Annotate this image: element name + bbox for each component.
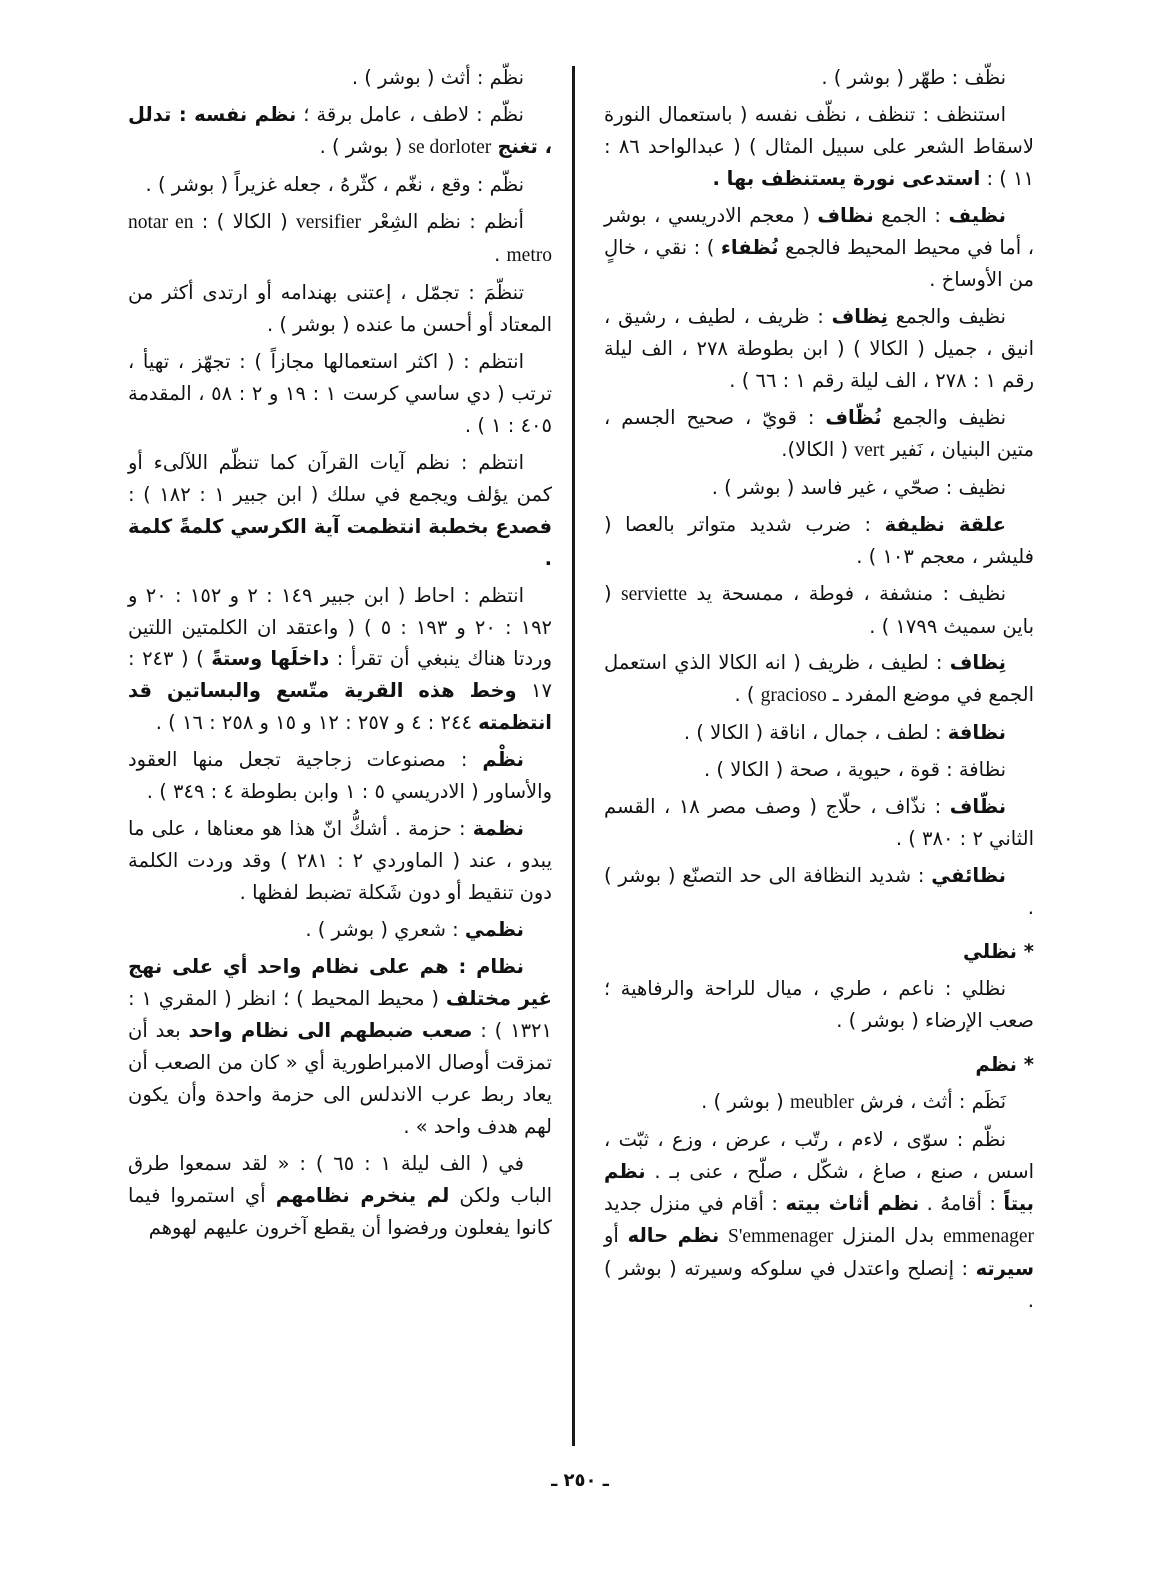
dictionary-entry (604, 200, 1034, 296)
entry-text: * نظم (975, 1053, 1034, 1077)
entry-text: : ضرب شديد متواتر بالعصا ( فليشر ، معجم ١٠٣ ) . (604, 512, 1034, 568)
entry-text: نظّف : طهّر ( بوشر ) . (821, 66, 1006, 89)
dictionary-entry (604, 754, 1034, 786)
dictionary-entry (128, 1148, 552, 1244)
entry-term: نظمة (472, 817, 524, 841)
foreign-word: S'emmenager (728, 1225, 834, 1247)
dictionary-entry (604, 301, 1034, 397)
entry-text: : شعري ( بوشر ) . (305, 918, 465, 942)
entry-term: داخلَها وستةً (211, 647, 330, 671)
entry-text: بدل المنزل (833, 1223, 944, 1247)
entry-text: نظيف : صحّي ، غير فاسد ( بوشر ) . (711, 475, 1006, 499)
entry-term: نظم بيتاً (604, 1160, 1034, 1215)
entry-text: : مصنوعات زجاجية تجعل منها العقود والأساور ( الادريسي ٥ : ١ وابن بطوطة ٤ : ٣٤٩ ) . (128, 748, 552, 804)
entry-term: وخط هذه القرية متّسع والبساتين قد انتظمته (128, 679, 552, 735)
dictionary-entry (128, 169, 552, 201)
entry-text: أي استمروا فيما كانوا يفعلون ورفضوا أن يقطع آخرون عليهم لهوهم (128, 1183, 552, 1239)
entry-term: نظم نفسه : تدلل ، تغنج (128, 102, 552, 158)
dictionary-entry (128, 277, 552, 341)
left-column (128, 62, 552, 1462)
entry-text: نظيف والجمع (887, 304, 1006, 328)
entry-text: ) . (734, 683, 761, 707)
entry-text: ٢٤٤ : ٤ و ٢٥٧ : ١٢ و ١٥ و ٢٥٨ : ١٦ ) . (155, 711, 479, 735)
dictionary-entry (128, 744, 552, 808)
dictionary-entry (128, 99, 552, 164)
entry-term: علقة نظيفة (884, 512, 1006, 536)
entry-text: ( محيط المحيط ) ؛ انظر ( المقري ١ : ١٣٢١ ) : (128, 987, 552, 1043)
entry-text: انتظم : احاط ( ابن جبير ١٤٩ : ٢ و ١٥٢ : ٢٠ و ١٩٢ : ٢٠ و ١٩٣ : ٥ ) ( واعتقد ان الكلمتين اللتين وردتا هناك ينبغي أن تقرأ : (128, 583, 553, 671)
dictionary-entry (604, 1124, 1034, 1317)
page-number: ـ ٢٥٠ ـ (551, 1470, 609, 1491)
entry-text: انتظم : نظم آيات القرآن كما تنظّم اللآلىء أو كمن يؤلف ويجمع في سلك ( ابن جبير ١ : ١٨٢ ) : (128, 450, 553, 506)
entry-term: نظاف (817, 203, 874, 227)
foreign-word: se dorloter (408, 136, 492, 158)
foreign-word: emmenager (943, 1225, 1035, 1247)
entry-text: نظيف : منشفة ، فوطة ، ممسحة يد (687, 581, 1006, 605)
entry-text (719, 1224, 728, 1247)
entry-term: نظْم (482, 748, 524, 772)
dictionary-entry (604, 791, 1034, 855)
entry-term: نظافة (947, 721, 1006, 745)
entry-text: : قويّ ، صحيح الجسم ، متين البنيان ، نَفير (604, 405, 1034, 461)
entry-text: بعد أن تمزقت أوصال الامبراطورية أي « كان من الصعب أن يعاد ربط عرب الاندلس الى حزمة واحدة وأن يكون لهم هدف واحد » . (128, 1019, 552, 1139)
dictionary-entry (604, 402, 1034, 467)
entry-text: ( بوشر ) . (701, 1090, 790, 1114)
dictionary-entry (128, 346, 552, 442)
dictionary-entry (128, 951, 552, 1143)
entry-text: ( باين سميث ١٧٩٩ ) . (604, 581, 1034, 638)
entry-text: ) : نقي ، خالٍ من الأوساخ . (604, 235, 1034, 291)
dictionary-entry (128, 206, 552, 272)
entry-term: صعب ضبطهم الى نظام واحد (188, 1019, 473, 1043)
entry-term: نُظّاف (825, 405, 882, 429)
foreign-word: notar en metro (128, 211, 552, 266)
dictionary-entry (128, 447, 552, 575)
dictionary-entry (604, 472, 1034, 504)
dictionary-entry (604, 509, 1034, 573)
foreign-word: gracioso (760, 685, 827, 707)
section-heading (604, 1037, 1034, 1081)
dictionary-entry (604, 62, 1034, 94)
section-heading (604, 924, 1034, 968)
entry-text: نظيف والجمع (881, 405, 1006, 429)
foreign-word: serviette (621, 583, 688, 605)
entry-text: نظّم : وقع ، نغّم ، كثّرهُ ، جعله غزيراً ( بوشر ) . (145, 172, 524, 196)
entry-text: . (494, 242, 507, 266)
entry-text: في ( الف ليلة ١ : ٦٥ ) : « لقد سمعوا طرق الباب ولكن (128, 1152, 552, 1207)
entry-text: نظّم : أثث ( بوشر ) . (351, 66, 524, 89)
entry-term: لم ينخرم نظامهم (275, 1183, 450, 1207)
entry-text: : الجمع (873, 203, 949, 227)
entry-text: نظّم : سوّى ، لاءم ، رتّب ، عرض ، وزع ، ثبّت ، اسس ، صنع ، صاغ ، شكّل ، صلّح ، عنى بـ . (604, 1128, 1034, 1184)
entry-text: أنظم : نظم الشِعْر (361, 209, 524, 233)
entry-term: سيرته (975, 1256, 1034, 1280)
foreign-word: versifier (296, 211, 361, 233)
entry-text: نظلي : ناعم ، طري ، ميال للراحة والرفاهية ؛ صعب الإرضاء ( بوشر ) . (604, 977, 1034, 1033)
entry-term: نظيف (948, 203, 1006, 227)
entry-text: نظافة : قوة ، حيوية ، صحة ( الكالا ) . (704, 758, 1006, 782)
entry-text: : أقام في منزل جديد (604, 1192, 786, 1215)
entry-text: : ظريف ، لطيف ، رشيق ، انيق ، جميل ( الكالا ) ( ابن بطوطة ٢٧٨ ، الف ليلة رقم ١ : ٢٧٨ ، الف ليلة رقم ١ : ٦٦ ) . (604, 304, 1034, 392)
dictionary-entry (604, 578, 1034, 643)
entry-text: انتظم : ( اكثر استعمالها مجازاً ) : تجهّز ، تهيأ ، ترتب ( دي ساسي كرست ١ : ١٩ و ٢ : ٥٨ ، المقدمة ٤٠٥ : ١ ) . (128, 349, 553, 437)
entry-term: نظّاف (949, 795, 1007, 819)
dictionary-entry (604, 99, 1034, 195)
dictionary-entry (128, 914, 552, 946)
dictionary-entry (604, 1086, 1034, 1119)
dictionary-entry (604, 973, 1034, 1037)
entry-text: : شديد النظافة الى حد التصنّع ( بوشر ) . (604, 864, 1034, 920)
entry-term: فصدع بخطبة انتظمت آية الكرسي كلمةً كلمة . (128, 514, 552, 570)
dictionary-entry (128, 580, 552, 740)
entry-term: نظم أثاث بيته (785, 1192, 920, 1215)
entry-term: نظام : هم على نظام واحد أي على نهج غير مختلف (128, 955, 552, 1011)
entry-term: نُظفاء (720, 235, 779, 259)
dictionary-entry (604, 647, 1034, 712)
entry-text: ( الكالا ) : (193, 209, 297, 233)
column-divider (572, 66, 575, 1446)
entry-text: * نظلي (963, 940, 1034, 964)
entry-text: ) ( ٢٤٣ : ١٧ (128, 647, 552, 703)
entry-text: : أقامهُ . (919, 1192, 1004, 1215)
entry-term: نظمي (464, 918, 524, 942)
entry-text: أو (604, 1223, 628, 1247)
entry-text: ( الكالا). (781, 437, 855, 461)
entry-text: ( بوشر ) . (319, 134, 409, 158)
entry-term: نِظاف (831, 304, 888, 328)
entry-text: ( معجم الادريسي ، بوشر ، أما في محيط المحيط فالجمع (604, 203, 1034, 259)
entry-text: : نذّاف ، حلّاج ( وصف مصر ١٨ ، القسم الثاني ٢ : ٣٨٠ ) . (604, 795, 1034, 851)
entry-text: تنظّمَ : تجمّل ، إعتنى بهندامه أو ارتدى أكثر من المعتاد أو أحسن ما عنده ( بوشر ) . (128, 280, 552, 336)
entry-text: نظّم : لاطف ، عامل برقة ؛ (296, 102, 524, 126)
foreign-word: vert (854, 439, 885, 461)
entry-text: نَظَم : أثث ، فرش (853, 1090, 1006, 1114)
right-column (604, 62, 1034, 1462)
entry-term: نظم حاله (627, 1223, 720, 1247)
entry-text: استنظف : تنظف ، نظّف نفسه ( باستعمال النورة لاسقاط الشعر على سبيل المثال ) ( عبدالواحد ٨٦ : ١١ ) : (604, 102, 1034, 190)
entry-text: : لطيف ، ظريف ( انه الكالا الذي استعمل الجمع في موضع المفرد ـ (604, 651, 1034, 707)
dictionary-entry (128, 62, 552, 94)
dictionary-entry (604, 860, 1034, 924)
entry-text: : لطف ، جمال ، اناقة ( الكالا ) . (683, 721, 948, 745)
foreign-word: meubler (789, 1092, 854, 1114)
entry-text: : حزمة . أشكُّ انّ هذا هو معناها ، على ما يبدو ، عند ( الماوردي ٢ : ٢٨١ ) وقد وردت الكلمة دون تنقيط أو دون شَكلة تضبط لفظها . (128, 817, 552, 905)
dictionary-entry (128, 813, 552, 909)
entry-term: نِظاف (949, 651, 1006, 675)
dictionary-entry (604, 717, 1034, 749)
entry-text: : إنصلح واعتدل في سلوكه وسيرته ( بوشر ) . (604, 1256, 1034, 1312)
entry-term: نظائفي (931, 864, 1006, 888)
entry-term: استدعى نورة يستنظف بها . (712, 166, 981, 190)
